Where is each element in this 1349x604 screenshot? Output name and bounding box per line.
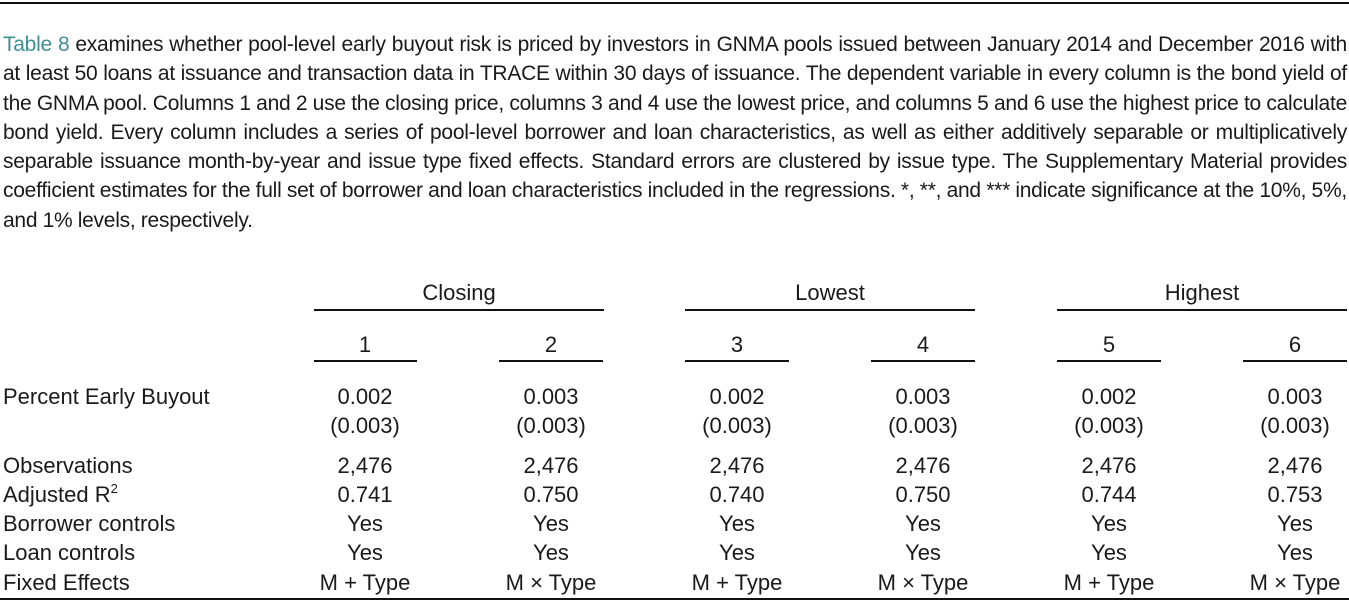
coef-cell: 0.002 <box>709 384 765 409</box>
group-header-lowest: Lowest <box>795 280 865 305</box>
caption-text: examines whether pool-level early buyout risk is priced by investors in GNMA pools issued between January 2014 and December 2016 with at least 50 loans at issuance and transaction data in TRACE within 30 days of issuance. The dependent variable in every column is the bond yield of the GNMA pool. Columns 1 and 2 use the closing price, columns 3 and 4 use the lowest price, and columns 5 and 6 use the highest price to calculate bond yield. Every column includes a series of pool-level borrower and loan characteristics, as well as either additively separable or multiplicatively separable issuance month-by-year and issue type fixed effects. Standard errors are clustered by issue type. The Supplementary Material provides coefficient estimates for the full set of borrower and loan characteristics included in the regressions. *, **, and *** indicate significance at the 10%, 5%, and 1% levels, respectively. <box>3 33 1347 232</box>
table-cell: M + Type <box>319 570 411 595</box>
standard-error-cell: (0.003) <box>1074 413 1144 438</box>
group-underline-lowest <box>685 309 975 311</box>
table-cell: 2,476 <box>337 453 393 478</box>
row-label-fixed-effects: Fixed Effects <box>3 570 130 595</box>
column-underline-5 <box>1057 360 1161 362</box>
standard-error-cell: (0.003) <box>702 413 772 438</box>
row-label-borrower-controls: Borrower controls <box>3 511 176 536</box>
table-cell: 0.741 <box>337 482 393 507</box>
standard-error-cell: (0.003) <box>888 413 958 438</box>
coef-cell: 0.003 <box>1267 384 1323 409</box>
column-underline-2 <box>499 360 603 362</box>
table-cell: Yes <box>533 511 569 536</box>
column-header-4: 4 <box>916 332 930 357</box>
table-cell: Yes <box>719 511 755 536</box>
column-header-2: 2 <box>544 332 558 357</box>
table-cell: 0.740 <box>709 482 765 507</box>
table-cell: 2,476 <box>895 453 951 478</box>
row-label-adjusted-r2 <box>3 481 118 509</box>
standard-error-cell: (0.003) <box>1260 413 1330 438</box>
table-cell: M + Type <box>691 570 783 595</box>
standard-error-cell: (0.003) <box>330 413 400 438</box>
table-cell: 2,476 <box>1081 453 1137 478</box>
row-label-loan-controls: Loan controls <box>3 540 136 565</box>
table-cell: M × Type <box>505 570 597 595</box>
table-cell: M + Type <box>1063 570 1155 595</box>
table-cell: Yes <box>719 540 755 565</box>
table-cell: Yes <box>905 511 941 536</box>
superscript: 2 <box>110 481 118 496</box>
table-cell: Yes <box>1277 511 1313 536</box>
column-underline-4 <box>871 360 975 362</box>
table-cell: M × Type <box>877 570 969 595</box>
group-header-highest: Highest <box>1164 280 1240 305</box>
group-underline-closing <box>314 309 604 311</box>
table-cell: Yes <box>1091 511 1127 536</box>
table-cell: Yes <box>905 540 941 565</box>
table-cell: 0.753 <box>1267 482 1323 507</box>
column-underline-3 <box>685 360 789 362</box>
coef-cell: 0.002 <box>1081 384 1137 409</box>
table-bottom-rule <box>0 598 1349 600</box>
row-label-percent-early-buyout: Percent Early Buyout <box>3 384 210 409</box>
table-cell: 0.744 <box>1081 482 1137 507</box>
table-caption <box>3 30 1347 235</box>
table-cell: 2,476 <box>709 453 765 478</box>
group-underline-highest <box>1057 309 1347 311</box>
table-cell: 2,476 <box>523 453 579 478</box>
group-header-closing: Closing <box>422 280 496 305</box>
column-header-1: 1 <box>358 332 372 357</box>
column-underline-6 <box>1243 360 1347 362</box>
table-cell: Yes <box>347 511 383 536</box>
table-reference-link[interactable]: Table 8 <box>3 33 70 56</box>
table-cell: Yes <box>1091 540 1127 565</box>
table-cell: Yes <box>533 540 569 565</box>
column-header-5: 5 <box>1102 332 1116 357</box>
coef-cell: 0.003 <box>895 384 951 409</box>
coef-cell: 0.003 <box>523 384 579 409</box>
table-cell: Yes <box>347 540 383 565</box>
column-underline-1 <box>314 360 417 362</box>
coef-cell: 0.002 <box>337 384 393 409</box>
row-label-observations: Observations <box>3 453 133 478</box>
table-cell: M × Type <box>1249 570 1341 595</box>
column-header-6: 6 <box>1288 332 1302 357</box>
table-cell: 0.750 <box>895 482 951 507</box>
table-cell: 2,476 <box>1267 453 1323 478</box>
table-cell: 0.750 <box>523 482 579 507</box>
table-top-rule <box>0 2 1349 4</box>
adjusted-r2-label-text: Adjusted R <box>3 482 111 507</box>
standard-error-cell: (0.003) <box>516 413 586 438</box>
column-header-3: 3 <box>730 332 744 357</box>
table-cell: Yes <box>1277 540 1313 565</box>
